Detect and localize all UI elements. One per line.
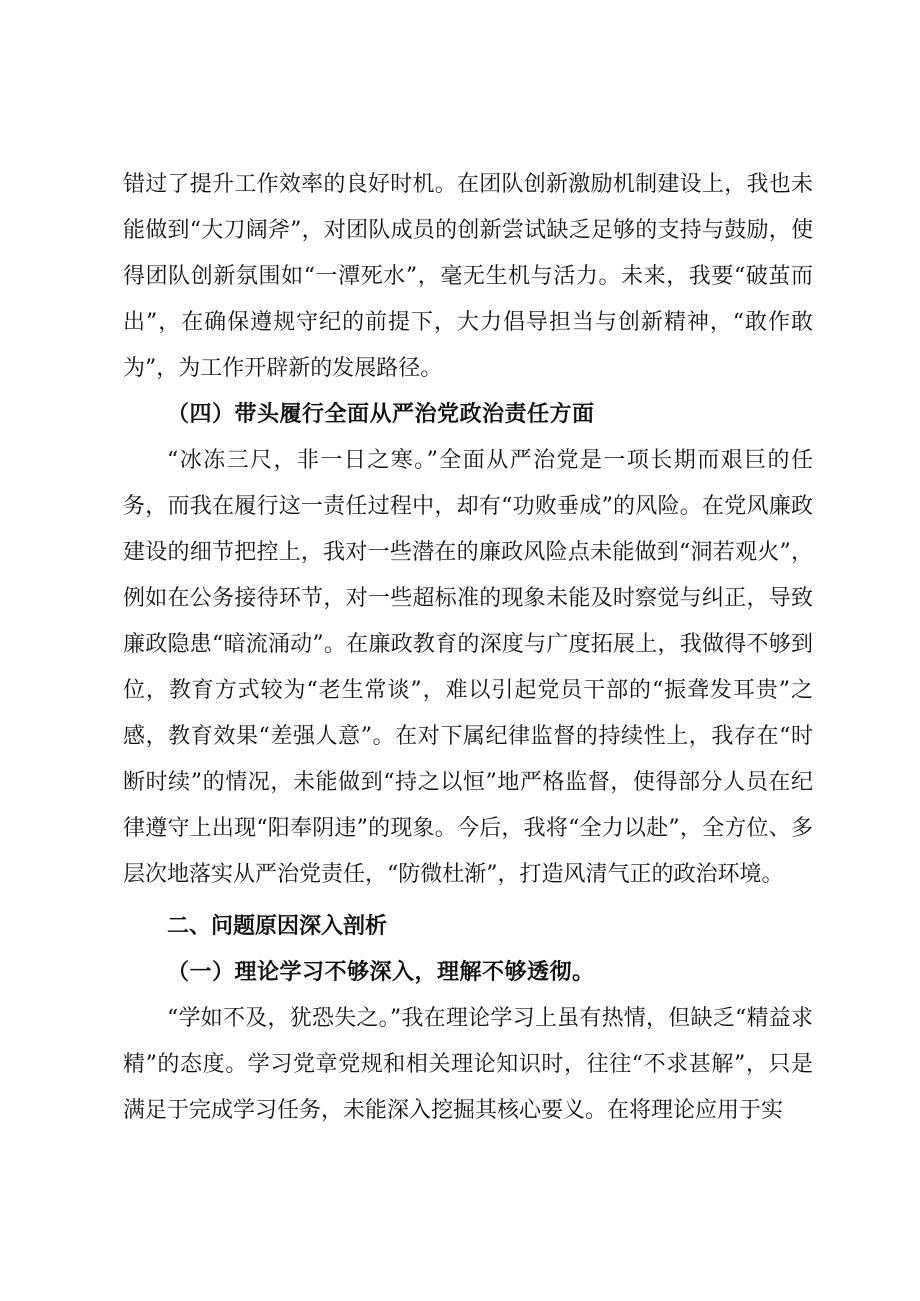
body-paragraph-3: “学如不及，犹恐失之。”我在理论学习上虽有热情，但缺乏“精益求精”的态度。学习党章党规和相关理论知识时，往往“不求甚解”，只是满足于完成学习任务，未能深入挖掘其核心要义。在将理论应用于实 xyxy=(123,1006,813,1123)
body-paragraph-2: “冰冻三尺，非一日之寒。”全面从严治党是一项长期而艰巨的任务，而我在履行这一责任过程中，却有“功败垂成”的风险。在党风廉政建设的细节把控上，我对一些潜在的廉政风险点未能做到“洞若观火”，例如在公务接待环节，对一些超标准的现象未能及时察觉与纠正，导致廉政隐患“暗流涌动”。在廉政教育的深度与广度拓展上，我做得不够到位，教育方式较为“老生常谈”，难以引起党员干部的“振聋发耳贵”之感，教育效果“差强人意”。在对下属纪律监督的持续性上，我存在“时断时续”的情况，未能做到“持之以恒”地严格监督，使得部分人员在纪律遵守上出现“阳奉阴违”的现象。今后，我将“全力以赴”，全方位、多层次地落实从严治党责任，“防微杜渐”，打造风清气正的政治环境。 xyxy=(123,448,813,887)
document-body xyxy=(123,162,813,1134)
subheading-one: （一）理论学习不够深入，理解不够透彻。 xyxy=(167,960,595,985)
section-heading-two: 二、问题原因深入剖析 xyxy=(167,914,388,939)
subheading-four: （四）带头履行全面从严治党政治责任方面 xyxy=(167,402,595,427)
body-paragraph-1: 错过了提升工作效率的良好时机。在团队创新激励机制建设上，我也未能做到“大刀阔斧”，对团队成员的创新尝试缺乏足够的支持与鼓励，使得团队创新氛围如“一潭死水”，毫无生机与活力。未来，我要“破茧而出”，在确保遵规守纪的前提下，大力倡导担当与创新精神，“敢作敢为”，为工作开辟新的发展路径。 xyxy=(123,172,813,381)
